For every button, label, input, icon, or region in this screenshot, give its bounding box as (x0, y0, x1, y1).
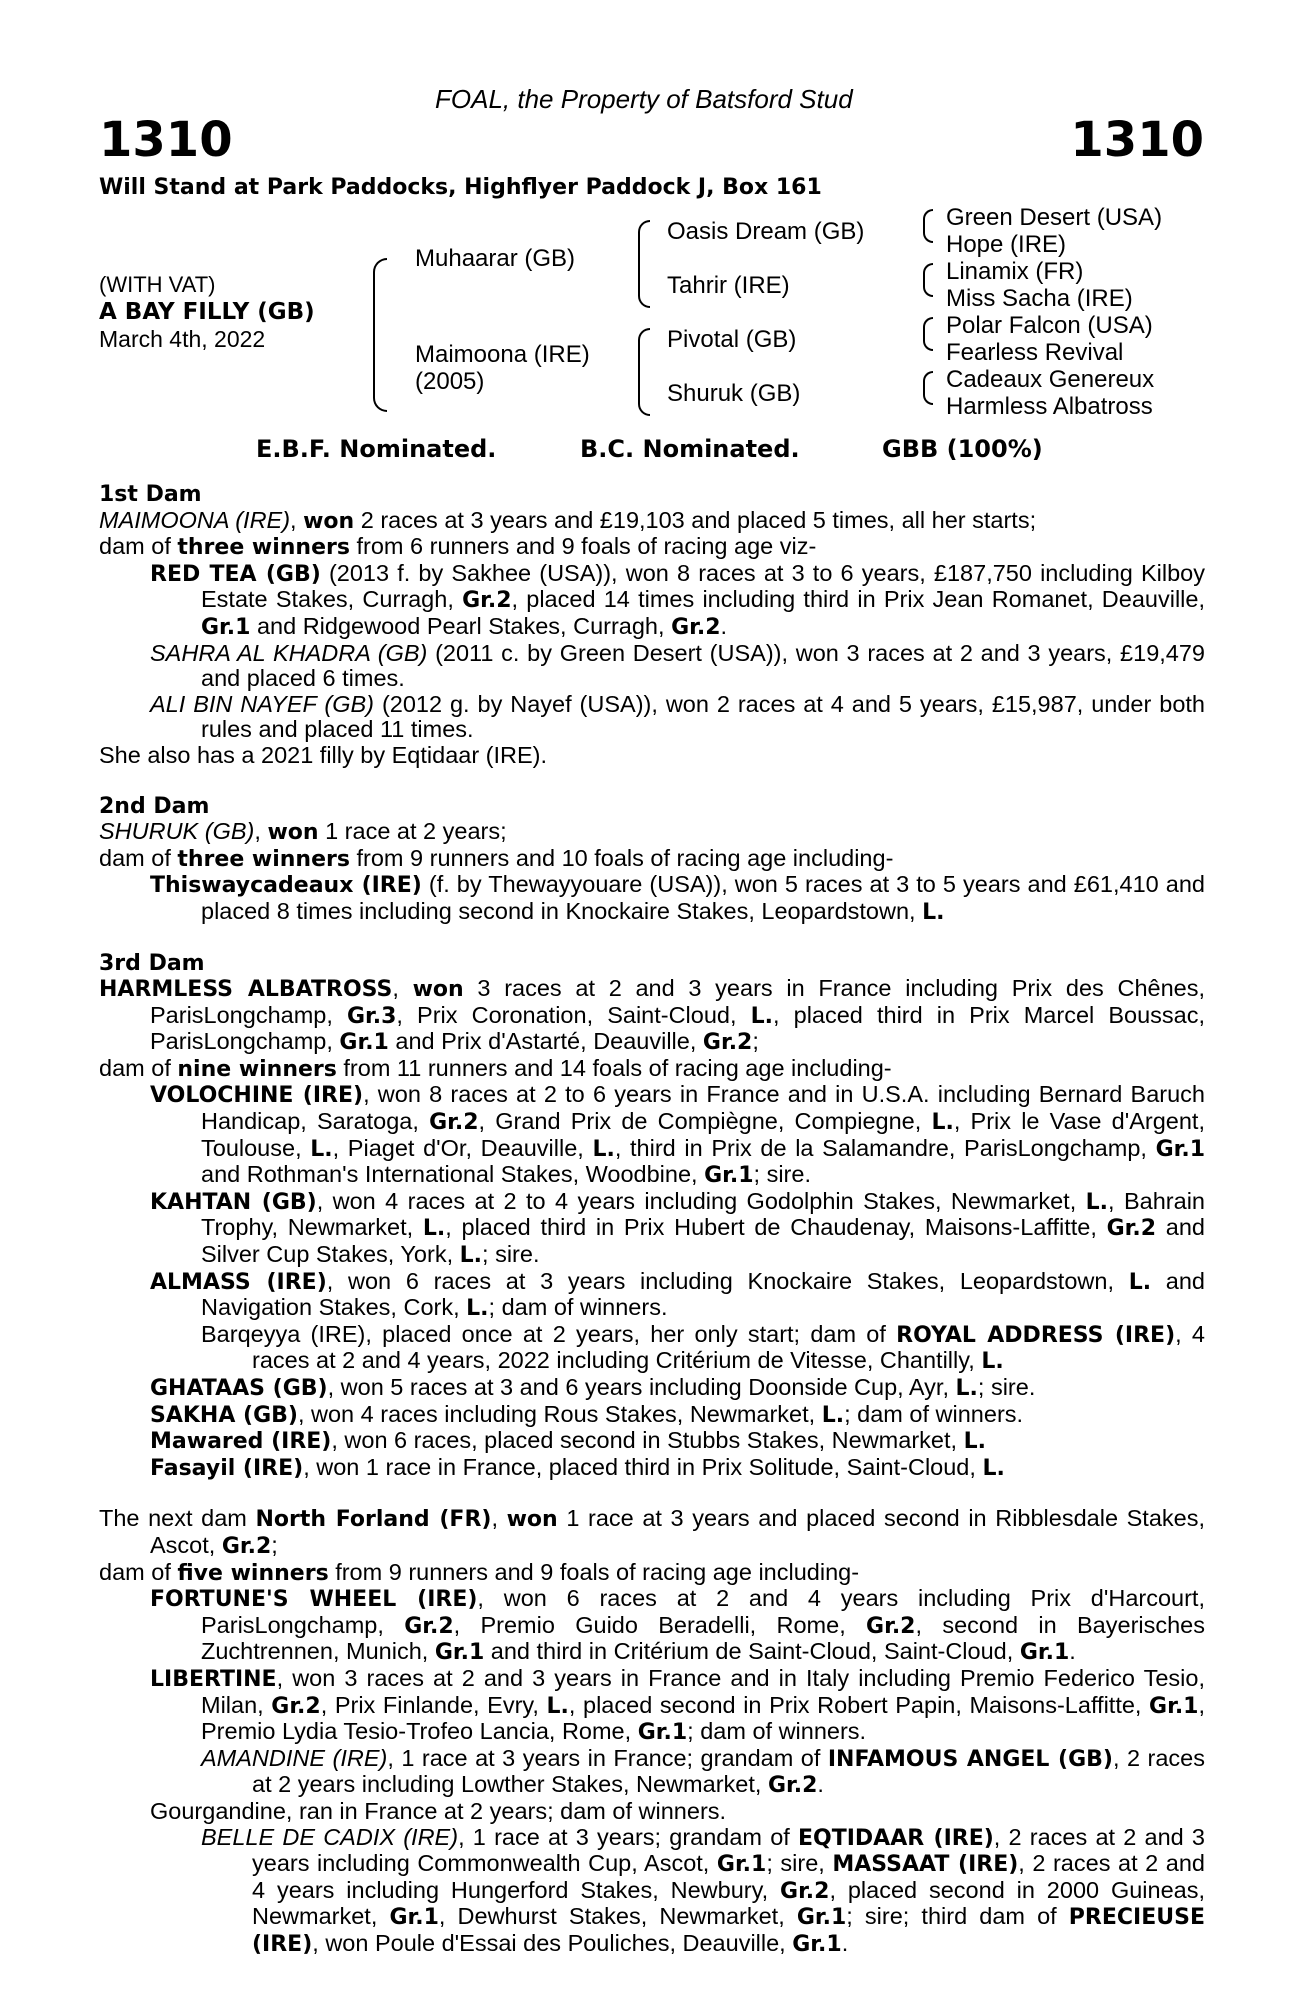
next-dam-record: The next dam North Forland (FR), won 1 race at 3 years and placed second in Ribblesdale Stakes, Ascot, Gr.2; (99, 1505, 1206, 1559)
produce-almass: ALMASS (IRE), won 6 races at 3 years including Knockaire Stakes, Leopardstown, L. and Navigation Stakes, Cork, L.; dam of winners. (150, 1267, 1205, 1322)
g4-linamix: Linamix (FR) (946, 258, 1084, 285)
g4-harmless-albatross: Harmless Albatross (946, 393, 1153, 420)
produce-volochine: VOLOCHINE (IRE), won 8 races at 2 to 6 years in France and in U.S.A. including Bernard Baruch Handicap, Saratoga, Gr.2, Grand Prix de Compiègne, Compiegne, L., Prix le Vase d'Argent, Toulouse, L., Piaget d'Or, Deauville, L., third in Prix de la Salamandre, ParisLongchamp, Gr.1 and Rothman's International Stakes, Woodbine, Gr.1; sire. (150, 1081, 1205, 1189)
produce-thiswaycadeaux: Thiswaycadeaux (IRE) (f. by Thewayyouare (USA)), won 5 races at 3 to 5 years and £61,410 and placed 8 times including second in Knockaire Stakes, Leopardstown, L. (150, 871, 1205, 925)
g4-polar-falcon: Polar Falcon (USA) (946, 312, 1153, 339)
pedigree-brace-g4-1 (923, 209, 933, 243)
produce-libertine: LIBERTINE, won 3 races at 2 and 3 years in France and in Italy including Premio Federico Tesio, Milan, Gr.2, Prix Finlande, Evry, L., placed second in Prix Robert Papin, Maisons-Laffitte, Gr.1, Premio Lydia Tesio-Trofeo Lancia, Rome, Gr.1; dam of winners. (150, 1664, 1206, 1746)
bc-nominated: B.C. Nominated. (580, 435, 800, 463)
produce-sakha: SAKHA (GB), won 4 races including Rous Stakes, Newmarket, L.; dam of winners. (150, 1400, 1024, 1428)
gbb-rating: GBB (100%) (882, 435, 1043, 463)
g4-green-desert: Green Desert (USA) (946, 204, 1163, 231)
g4-fearless-revival: Fearless Revival (946, 339, 1124, 366)
stand-line: Will Stand at Park Paddocks, Highflyer Paddock J, Box 161 (99, 175, 822, 200)
dam-dam: Shuruk (GB) (667, 380, 801, 407)
first-dam-produce-summary: dam of three winners from 6 runners and 9 foals of racing age viz- (99, 533, 817, 561)
produce-amandine: AMANDINE (IRE), 1 race at 3 years in France; grandam of INFAMOUS ANGEL (GB), 2 races at 2 years including Lowther Stakes, Newmarket, Gr.2. (201, 1744, 1205, 1799)
sire-sire: Oasis Dream (GB) (667, 218, 865, 245)
g4-cadeaux-genereux: Cadeaux Genereux (946, 366, 1155, 393)
foaling-date: March 4th, 2022 (99, 326, 266, 352)
pedigree-brace-dam (638, 328, 650, 416)
sire-name: Muhaarar (GB) (415, 245, 576, 272)
vat-note: (WITH VAT) (99, 272, 216, 297)
produce-ali-bin-nayef: ALI BIN NAYEF (GB) (2012 g. by Nayef (USA)), won 2 races at 4 and 5 years, £15,987, under both rules and placed 11 times. (150, 690, 1205, 743)
pedigree-brace-g4-2 (923, 263, 933, 297)
produce-barqeyya: Barqeyya (IRE), placed once at 2 years, her only start; dam of ROYAL ADDRESS (IRE), 4 races at 2 and 4 years, 2022 including Critérium de Vitesse, Chantilly, L. (201, 1320, 1205, 1375)
pedigree-brace-g4-3 (923, 317, 933, 351)
ebf-nominated: E.B.F. Nominated. (256, 435, 497, 463)
next-dam-produce-summary: dam of five winners from 9 runners and 9 foals of racing age including- (99, 1558, 860, 1586)
third-dam-title: 3rd Dam (99, 950, 205, 976)
produce-sahra-al-khadra: SAHRA AL KHADRA (GB) (2011 c. by Green Desert (USA)), won 3 races at 2 and 3 years, £19,479 and placed 6 times. (150, 639, 1206, 692)
second-dam-title: 2nd Dam (99, 793, 210, 819)
property-line: FOAL, the Property of Batsford Stud (435, 84, 853, 114)
third-dam-record: HARMLESS ALBATROSS, won 3 races at 2 and 3 years in France including Prix des Chênes, ParisLongchamp, Gr.3, Prix Coronation, Saint-Cloud, L., placed third in Prix Marcel Boussac, ParisLongchamp, Gr.1 and Prix d'Astarté, Deauville, Gr.2; (99, 975, 1206, 1056)
dam-name: Maimoona (IRE) (415, 341, 590, 368)
first-dam-record: MAIMOONA (IRE), won 2 races at 3 years and £19,103 and placed 5 times, all her starts; (99, 506, 1037, 534)
first-dam-also: She also has a 2021 filly by Eqtidaar (IRE). (99, 741, 548, 768)
produce-red-tea: RED TEA (GB) (2013 f. by Sakhee (USA)), won 8 races at 3 to 6 years, £187,750 including Kilboy Estate Stakes, Curragh, Gr.2, placed 14 times including third in Prix Jean Romanet, Deauville, Gr.1 and Ridgewood Pearl Stakes, Curragh, Gr.2. (150, 559, 1206, 640)
second-dam-record: SHURUK (GB), won 1 race at 2 years; (99, 818, 507, 846)
produce-fasayil: Fasayil (IRE), won 1 race in France, placed third in Prix Solitude, Saint-Cloud, L. (150, 1453, 1005, 1481)
pedigree-brace-main (373, 258, 387, 412)
pedigree-brace-g4-4 (923, 371, 933, 405)
produce-ghataas: GHATAAS (GB), won 5 races at 3 and 6 years including Doonside Cup, Ayr, L.; sire. (150, 1374, 1036, 1401)
lot-number-left: 1310 (99, 112, 233, 168)
dam-year: (2005) (415, 368, 485, 395)
first-dam-title: 1st Dam (99, 482, 202, 507)
sire-dam: Tahrir (IRE) (667, 272, 790, 299)
pedigree-brace-sire (638, 220, 650, 308)
third-dam-produce-summary: dam of nine winners from 11 runners and 14 foals of racing age including- (99, 1054, 892, 1082)
catalogue-page (99, 482, 1205, 1957)
produce-mawared: Mawared (IRE), won 6 races, placed second in Stubbs Stakes, Newmarket, L. (150, 1427, 986, 1455)
produce-gourgandine: Gourgandine, ran in France at 2 years; dam of winners. (150, 1797, 727, 1824)
produce-fortunes-wheel: FORTUNE'S WHEEL (IRE), won 6 races at 2 and 4 years including Prix d'Harcourt, ParisLongchamp, Gr.2, Premio Guido Beradelli, Rome, Gr.2, second in Bayerisches Zuchtrennen, Munich, Gr.1 and third in Critérium de Saint-Cloud, Saint-Cloud, Gr.1. (150, 1585, 1206, 1666)
dam-sire: Pivotal (GB) (667, 326, 797, 353)
g4-hope: Hope (IRE) (946, 231, 1067, 258)
g4-miss-sacha: Miss Sacha (IRE) (946, 285, 1133, 312)
second-dam-produce-summary: dam of three winners from 9 runners and 10 foals of racing age including- (99, 844, 894, 872)
produce-kahtan: KAHTAN (GB), won 4 races at 2 to 4 years including Godolphin Stakes, Newmarket, L., Bahrain Trophy, Newmarket, L., placed third in Prix Hubert de Chaudenay, Maisons-Laffitte, Gr.2 and Silver Cup Stakes, York, L.; sire. (150, 1187, 1205, 1269)
horse-name: A BAY FILLY (GB) (99, 299, 315, 325)
produce-belle-de-cadix: BELLE DE CADIX (IRE), 1 race at 3 years; grandam of EQTIDAAR (IRE), 2 races at 2 and 3 years including Commonwealth Cup, Ascot, Gr.1; sire, MASSAAT (IRE), 2 races at 2 and 4 years including Hungerford Stakes, Newbury, Gr.2, placed second in 2000 Guineas, Newmarket, Gr.1, Dewhurst Stakes, Newmarket, Gr.1; sire; third dam of PRECIEUSE (IRE), won Poule d'Essai des Pouliches, Deauville, Gr.1. (201, 1823, 1206, 1957)
lot-number-right: 1310 (1070, 112, 1204, 168)
